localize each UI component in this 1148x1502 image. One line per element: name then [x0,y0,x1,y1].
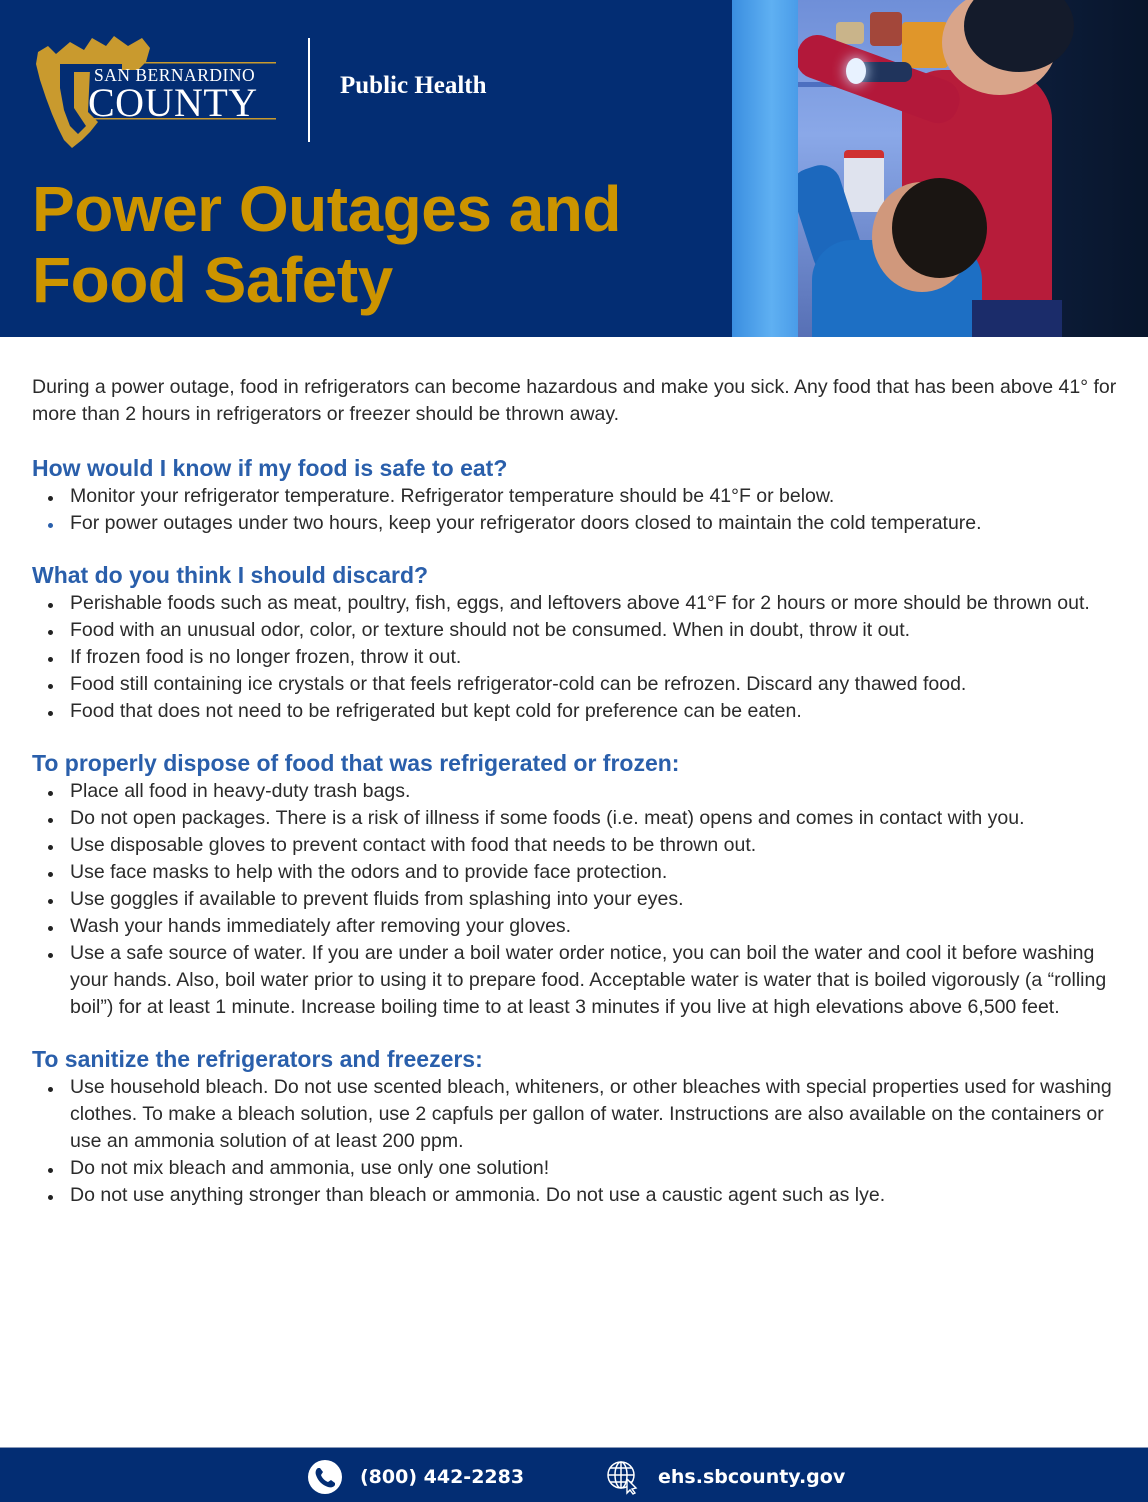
title-line-2: Food Safety [32,244,393,316]
section-sanitize [32,1045,1122,1209]
bullet-icon [48,1195,53,1200]
bullet-icon [48,953,53,958]
children-flashlight-refrigerator-photo [732,0,1148,337]
list-item: Monitor your refrigerator temperature. Refrigerator temperature should be 41°F or below. [32,483,1122,510]
list-item: Do not open packages. There is a risk of illness if some foods (i.e. meat) opens and comes in contact with you. [32,805,1122,832]
bullet-icon [48,899,53,904]
bullet-list [32,1074,1122,1209]
bullet-icon [48,1168,53,1173]
phone-number: (800) 442-2283 [360,1466,525,1488]
phone-icon [306,1460,344,1494]
phone-link[interactable] [306,1460,524,1494]
logo-divider [308,38,310,142]
list-item: Food with an unusual odor, color, or texture should not be consumed. When in doubt, throw it out. [32,617,1122,644]
section-food-safe [32,454,1122,537]
list-item: Food that does not need to be refrigerated but kept cold for preference can be eaten. [32,698,1122,725]
section-title: To sanitize the refrigerators and freezers: [32,1046,483,1072]
bullet-list [32,483,1122,537]
bullet-icon [48,818,53,823]
list-item: Do not mix bleach and ammonia, use only one solution! [32,1155,1122,1182]
bullet-icon [48,630,53,635]
bullet-icon [48,684,53,689]
list-item: Use disposable gloves to prevent contact with food that needs to be thrown out. [32,832,1122,859]
section-discard [32,561,1122,725]
page-title [32,174,621,316]
list-item: Use face masks to help with the odors and to provide face protection. [32,859,1122,886]
county-logo [30,22,280,157]
bullet-icon [48,603,53,608]
logo-line-2: COUNTY [88,80,258,125]
bullet-list [32,590,1122,725]
bullet-icon [48,872,53,877]
bullet-icon [48,711,53,716]
list-item: Food still containing ice crystals or that feels refrigerator-cold can be refrozen. Discard any thawed food. [32,671,1122,698]
list-item: For power outages under two hours, keep your refrigerator doors closed to maintain the cold temperature. [32,510,1122,537]
list-item: Do not use anything stronger than bleach or ammonia. Do not use a caustic agent such as lye. [32,1182,1122,1209]
title-line-1: Power Outages and [32,173,621,245]
list-item: Use household bleach. Do not use scented bleach, whiteners, or other bleaches with special properties used for washing clothes. To make a bleach solution, use 2 capfuls per gallon of water. Instructions are also available on the containers or use an ammonia solution of at least 200 ppm. [32,1074,1122,1155]
department-name: Public Health [340,72,487,99]
bullet-icon [48,845,53,850]
bullet-icon [48,496,53,501]
bullet-icon [48,926,53,931]
bullet-icon [48,523,53,528]
bullet-icon [48,1087,53,1092]
bullet-list [32,778,1122,1021]
website-link[interactable] [604,1460,845,1494]
bullet-icon [48,791,53,796]
main-content [32,374,1122,1233]
list-item: Wash your hands immediately after removing your gloves. [32,913,1122,940]
list-item: Place all food in heavy-duty trash bags. [32,778,1122,805]
globe-cursor-icon [604,1460,642,1494]
logo-line-1: SAN BERNARDINO [94,65,256,85]
section-dispose [32,749,1122,1021]
header-banner [0,0,1148,337]
list-item: Use a safe source of water. If you are under a boil water order notice, you can boil the water and cool it before washing your hands. Also, boil water prior to using it to prepare food. Acceptable water is water that is boiled vigorously (a “rolling boil”) for at least 1 minute. Increase boiling time to at least 3 minutes if you live at high elevations above 6,500 feet. [32,940,1122,1021]
intro-paragraph: During a power outage, food in refrigerators can become hazardous and make you sick. Any food that has been above 41° for more than 2 hours in refrigerators or freezer should be thrown away. [32,376,1117,425]
website-url: ehs.sbcounty.gov [658,1466,846,1488]
section-title: What do you think I should discard? [32,562,429,588]
section-title: How would I know if my food is safe to eat? [32,455,508,481]
footer-bar [0,1447,1148,1502]
list-item: Perishable foods such as meat, poultry, fish, eggs, and leftovers above 41°F for 2 hours or more should be thrown out. [32,590,1122,617]
bullet-icon [48,657,53,662]
list-item: Use goggles if available to prevent fluids from splashing into your eyes. [32,886,1122,913]
list-item: If frozen food is no longer frozen, throw it out. [32,644,1122,671]
section-title: To properly dispose of food that was refrigerated or frozen: [32,750,680,776]
